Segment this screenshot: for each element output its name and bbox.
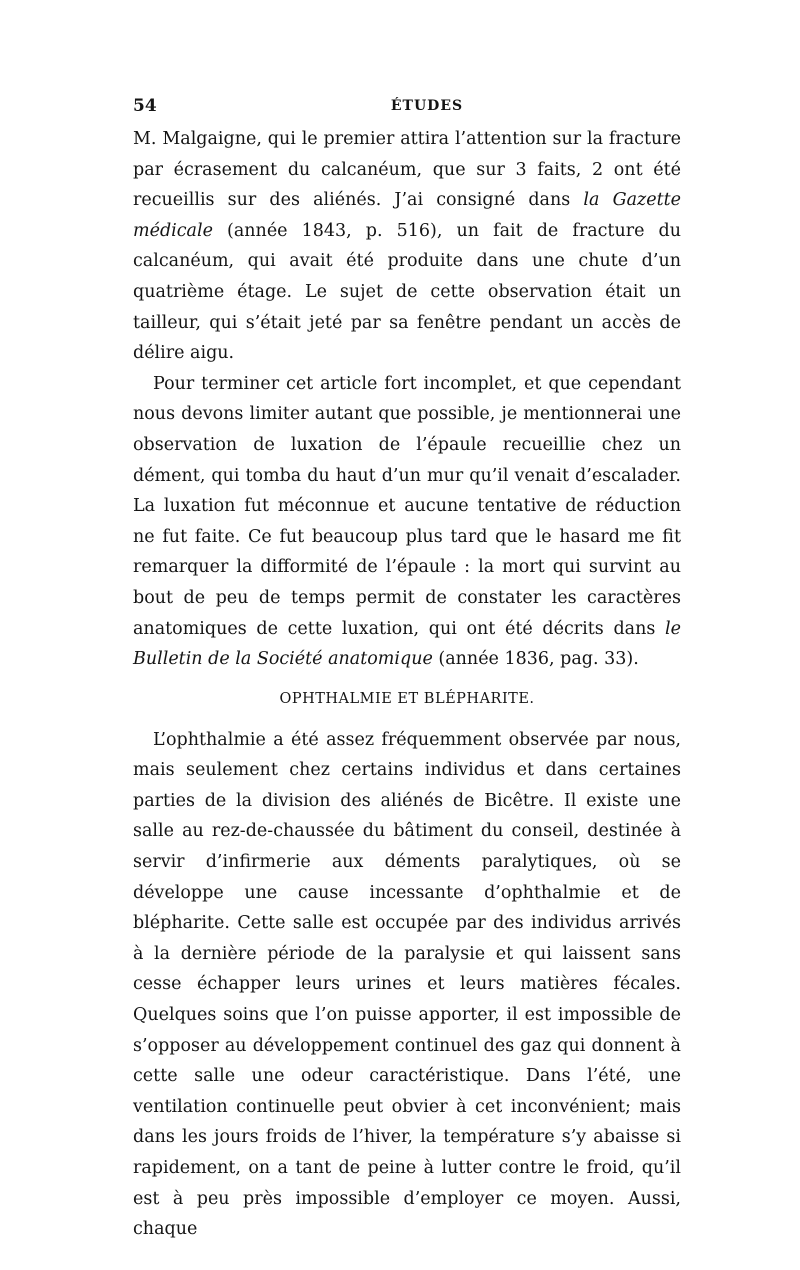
running-title: ÉTUDES (390, 98, 464, 114)
section-heading: OPHTHALMIE ET BLÉPHARITE. (279, 690, 535, 707)
page-header (133, 96, 681, 120)
journal-title-gazette: la Gazette médicale (133, 190, 681, 241)
text-segment: (année 1836, pag. 33). (432, 649, 639, 670)
text-segment: Pour terminer cet article fort incomplet, et que cependant nous devons limiter autant que possible, je mentionnerai une observation de luxation de l’épaule recueillie chez un dément, qui tomba du haut d’un mur qu’il venait d’escalader. La luxation fut méconnue et aucune tentative de réduction ne fut faite. Ce fut beaucoup plus tard que le hasard me fit remarquer la difformité de l’épaule : la mort qui survint au bout de peu de temps permit de constater les caractères anatomiques de cette luxation, qui ont été décrits dans (133, 373, 681, 639)
page-number: 54 (133, 96, 157, 116)
text-segment: M. Malgaigne, qui le premier attira l’attention sur la fracture par écrasement du calcanéum, que sur 3 faits, 2 ont été recueillis sur des aliénés. J’ai consigné dans (133, 129, 681, 211)
paragraph-malgaigne (133, 124, 681, 369)
paragraph-luxation (133, 369, 681, 675)
text-segment: L’ophthalmie a été assez fréquemment observée par nous, mais seulement chez certains individus et dans certaines parties de la division des aliénés de Bicêtre. Il existe une salle au rez-de-chaussée du bâtiment du conseil, destinée à servir d’infirmerie aux déments paralytiques, où se développe une cause incessante d’ophthalmie et de blépharite. Cette salle est occupée par des individus arrivés à la dernière période de la paralysie et qui laissent sans cesse échapper leurs urines et leurs matières fécales. Quelques soins que l’on puisse apporter, il est impossible de s’opposer au développement continuel des gaz qui donnent à cette salle une odeur caractéristique. Dans l’été, une ventilation continuelle peut obvier à cet inconvénient; mais dans les jours froids de l’hiver, la température s’y abaisse si rapidement, on a tant de peine à lutter contre le froid, qu’il est à peu près impossible d’employer ce moyen. Aussi, chaque (133, 729, 681, 1240)
text-segment: (année 1843, p. 516), un fait de fracture du calcanéum, qui avait été produite dans une chute d’un quatrième étage. Le sujet de cette observation était un tailleur, qui s’était jeté par sa fenêtre pendant un accès de délire aigu. (133, 220, 681, 364)
paragraph-ophthalmie (133, 725, 681, 1245)
body-text (133, 124, 681, 1245)
journal-title-bulletin: le Bulletin de la Société anatomique (133, 618, 681, 670)
